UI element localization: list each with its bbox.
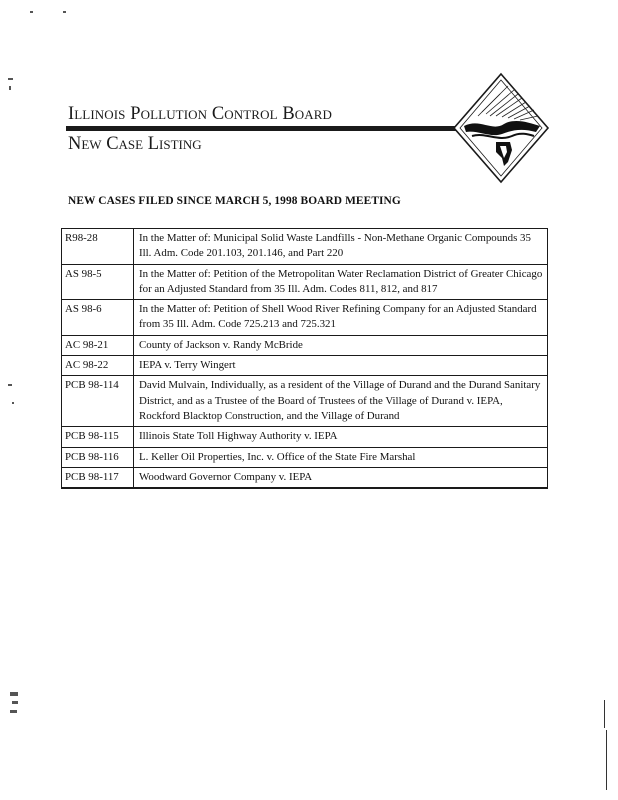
case-number: PCB 98-114	[62, 376, 134, 427]
table-row	[62, 447, 548, 467]
case-number: AS 98-6	[62, 300, 134, 336]
case-description: County of Jackson v. Randy McBride	[134, 335, 548, 355]
board-logo-icon	[452, 72, 550, 184]
case-description: L. Keller Oil Properties, Inc. v. Office of the State Fire Marshal	[134, 447, 548, 467]
table-row	[62, 376, 548, 427]
case-number: AC 98-22	[62, 356, 134, 376]
scan-speck	[30, 11, 33, 13]
case-number: AC 98-21	[62, 335, 134, 355]
table-row	[62, 356, 548, 376]
scan-speck	[12, 701, 18, 704]
table-row	[62, 229, 548, 265]
organization-title: Illinois Pollution Control Board	[68, 104, 333, 124]
case-description: Woodward Governor Company v. IEPA	[134, 467, 548, 488]
case-table	[61, 228, 548, 489]
case-number: PCB 98-116	[62, 447, 134, 467]
table-row	[62, 427, 548, 447]
case-description: In the Matter of: Petition of the Metropolitan Water Reclamation District of Greater Chicago for an Adjusted Standard from 35 Ill. Adm. Codes 811, 812, and 817	[134, 264, 548, 300]
scan-speck	[9, 86, 11, 90]
case-description: IEPA v. Terry Wingert	[134, 356, 548, 376]
scan-edge-line	[604, 700, 605, 728]
scan-speck	[8, 78, 13, 80]
table-row	[62, 264, 548, 300]
table-row	[62, 467, 548, 488]
document-title: New Case Listing	[68, 134, 202, 154]
scan-edge-line	[606, 730, 607, 790]
scan-speck	[10, 710, 17, 713]
scan-speck	[10, 692, 18, 696]
case-description: In the Matter of: Petition of Shell Wood River Refining Company for an Adjusted Standard from 35 Ill. Adm. Code 725.213 and 725.321	[134, 300, 548, 336]
table-row	[62, 335, 548, 355]
case-number: PCB 98-115	[62, 427, 134, 447]
case-number: AS 98-5	[62, 264, 134, 300]
table-row	[62, 300, 548, 336]
section-heading: NEW CASES FILED SINCE MARCH 5, 1998 BOARD MEETING	[68, 195, 401, 207]
case-description: In the Matter of: Municipal Solid Waste Landfills - Non-Methane Organic Compounds 35 Ill. Adm. Code 201.103, 201.146, and Part 220	[134, 229, 548, 265]
case-description: David Mulvain, Individually, as a resident of the Village of Durand and the Durand Sanitary District, and as a Trustee of the Board of Trustees of the Village of Durand v. IEPA, Rockford Blacktop Construction, and the Village of Durand	[134, 376, 548, 427]
case-number: PCB 98-117	[62, 467, 134, 488]
scan-speck	[12, 402, 14, 404]
case-number: R98-28	[62, 229, 134, 265]
header-rule	[66, 126, 476, 131]
scan-speck	[8, 384, 12, 386]
scan-speck	[63, 11, 66, 13]
case-description: Illinois State Toll Highway Authority v. IEPA	[134, 427, 548, 447]
